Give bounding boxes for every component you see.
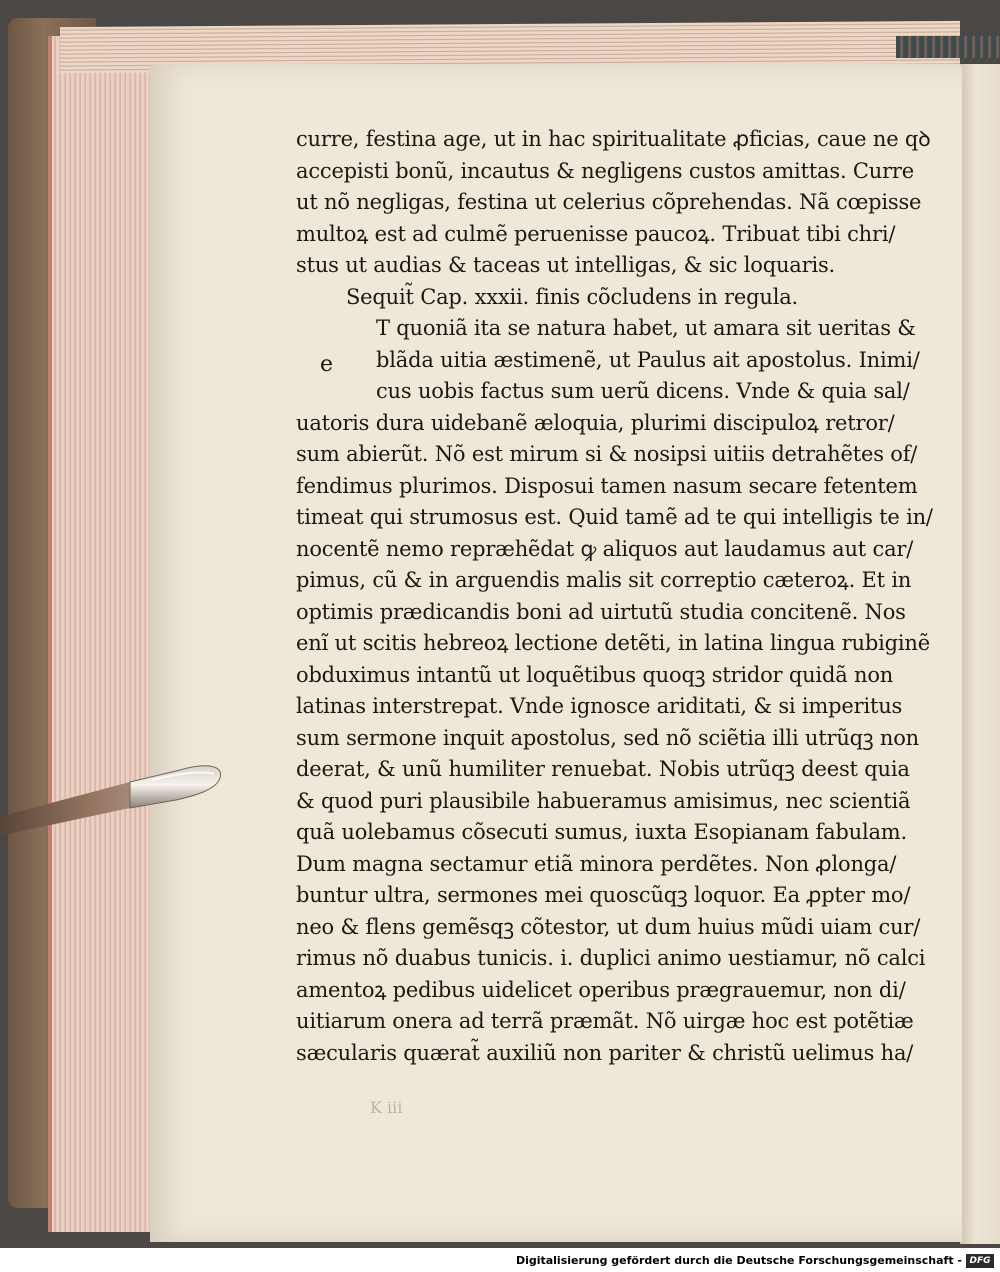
text-line: obduximus intantũ ut loquẽtibus quoqꝫ stridor quidã non — [296, 662, 894, 687]
text-line: sæcularis quærat̃ auxiliũ non pariter & christũ uelimus ha/ — [296, 1040, 914, 1065]
credit-text: Digitalisierung gefördert durch die Deutsche Forschungsgemeinschaft - — [515, 1254, 962, 1267]
text-line: neo & flens gemẽsqꝫ cõtestor, ut dum huius mũdi uiam cur/ — [296, 914, 921, 939]
text-line: Dum magna sectamur etiã minora perdẽtes. Non ꝓlonga/ — [296, 851, 897, 876]
text-line: uitiarum onera ad terrã præmãt. Nõ uirgæ hoc est potẽtiæ — [296, 1009, 914, 1033]
text-line: buntur ultra, sermones mei quoscũqꝫ loquor. Ea ꝓpter mo/ — [296, 883, 911, 907]
text-line: enĩ ut scitis hebreoꝝ lectione detẽti, in latina lingua rubiginẽ — [296, 631, 930, 655]
text-line: rimus nõ duabus tunicis. i. duplici animo uestiamur, nõ calci — [296, 946, 926, 970]
text-line: deerat, & unũ humiliter renuebat. Nobis utrũqꝫ deest quia — [296, 757, 910, 781]
text-line: sum sermone inquit apostolus, sed nõ sciẽtia illi utrũqꝫ non — [296, 725, 919, 750]
text-line: amentoꝝ pedibus uidelicet operibus prægrauemur, non di/ — [296, 977, 906, 1002]
text-line: stus ut audias & taceas ut intelligas, & sic loquaris. — [296, 253, 836, 277]
text-line: timeat qui strumosus est. Quid tamẽ ad te qui intelligis te in/ — [296, 505, 933, 529]
facing-page-edge — [960, 64, 1000, 1244]
text-line: accepisti bonũ, incautus & negligens custos amittas. Curre — [296, 158, 915, 183]
text-line: curre, festina age, ut in hac spiritualitate ꝓficias, caue ne qꝺ — [296, 127, 931, 151]
text-line: blãda uitia æstimenẽ, ut Paulus ait apostolus. Inimi/ — [376, 347, 920, 372]
text-line: pimus, cũ & in arguendis malis sit correptio cæteroꝝ. Et in — [296, 568, 912, 592]
text-line: multoꝝ est ad culmẽ peruenisse paucoꝝ. Tribuat tibi chri/ — [296, 221, 896, 246]
text-line: nocentẽ nemo repræhẽdat ꝙ aliquos aut laudamus aut car/ — [296, 536, 914, 561]
text-line: optimis prædicandis boni ad uirtutũ studia concitenẽ. Nos — [296, 599, 906, 624]
dfg-logo-icon: DFG — [966, 1254, 994, 1268]
text-block — [296, 124, 933, 1069]
text-line: cus uobis factus sum uerũ dicens. Vnde & quia sal/ — [376, 379, 910, 403]
headband — [896, 36, 1000, 58]
text-line: uatoris dura uidebanẽ æloquia, plurimi discipuloꝝ retror/ — [296, 410, 895, 435]
text-line: quã uolebamus cõsecuti sumus, iuxta Esopianam fabulam. — [296, 820, 907, 844]
text-line: & quod puri plausibile habueramus amisimus, nec scientiã — [296, 788, 911, 813]
text-line: latinas interstrepat. Vnde ignosce ariditati, & si imperitus — [296, 694, 903, 718]
text-line: T quoniã ita se natura habet, ut amara sit ueritas & — [376, 316, 916, 340]
page-fore-edge — [48, 36, 160, 1232]
digitization-credit-bar — [0, 1252, 1000, 1272]
page-weight-stick-icon — [0, 756, 228, 846]
text-line: fendimus plurimos. Disposui tamen nasum secare fetentem — [296, 473, 918, 498]
chapter-heading: Sequit̃ Cap. xxxii. finis cõcludens in regula. — [346, 284, 799, 309]
initial-guide-letter: e — [320, 352, 334, 377]
faint-signature-mark: K iii — [370, 1098, 403, 1117]
text-line: ut nõ negligas, festina ut celerius cõprehendas. Nã cœpisse — [296, 190, 922, 214]
text-line: sum abierũt. Nõ est mirum si & nosipsi uitiis detrahẽtes of/ — [296, 442, 918, 466]
